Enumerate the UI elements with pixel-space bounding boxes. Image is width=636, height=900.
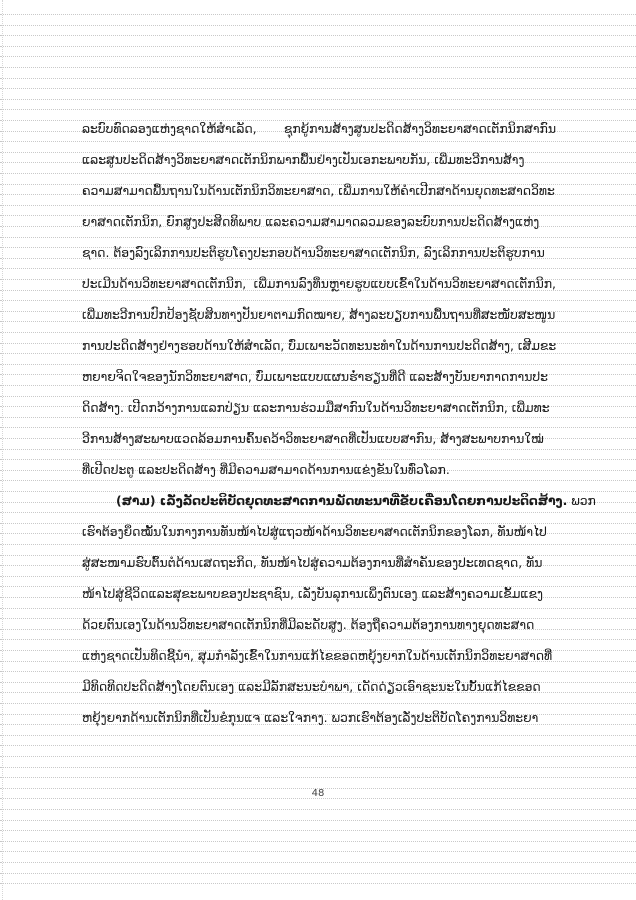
paragraph-line: ລະບົບທົດລອງແຫ່ງຊາດໃຫ້ສຳເລັດ, ຊຸກຍູ້ການສ້າງສູນປະດິດສ້າງວິທະຍາສາດເຕັກນິກສາກົນ	[82, 121, 556, 136]
paragraph-line: ດິດສ້າງ. ເປີດກວ້າງການແລກປ່ຽນ ແລະການຮ່ວມມືສາກົນໃນດ້ານວິທະຍາສາດເຕັກນິກ, ເພີ່ມທະ	[82, 400, 550, 415]
ruled-line	[0, 173, 636, 174]
ruled-line	[0, 703, 636, 704]
ruled-line	[0, 830, 636, 831]
paragraph-line: ມີທິດທິດປະດິດສ້າງໂດຍຕົນເອງ ແລະມີລັກສະນະບຳພາ, ເດັດດ່ຽວເອົາຊະນະໃນບັ້ນແກ້ໄຂຂອດ	[82, 679, 541, 694]
ruled-line	[0, 873, 636, 874]
ruled-line	[0, 512, 636, 513]
ruled-line	[0, 237, 636, 238]
ruled-line	[0, 99, 636, 100]
ruled-line	[0, 639, 636, 640]
ruled-line	[0, 777, 636, 778]
ruled-line	[0, 396, 636, 397]
ruled-line	[0, 883, 636, 884]
ruled-line	[0, 820, 636, 821]
ruled-line	[0, 14, 636, 15]
ruled-line	[0, 88, 636, 89]
ruled-line	[0, 449, 636, 450]
paragraph-line: ການປະດິດສ້າງຢ່າງຮອບດ້ານໃຫ້ສຳເລັດ, ບົ່ມເພາະວັດທະນະທຳໃນດ້ານການປະດິດສ້າງ, ເສີມຂະ	[82, 338, 557, 353]
paragraph-line: ຄວາມສາມາດພື້ນຖານໃນດ້ານເຕັກນິກວິທະຍາສາດ, ເພີ່ມການໃຫ້ຄຳເປີກສາດ້ານຍຸດທະສາດວິທະ	[82, 183, 555, 198]
ruled-line	[0, 417, 636, 418]
ruled-line	[0, 862, 636, 863]
paragraph-line: ຊາດ. ຕ້ອງລົງເລິກການປະຕິຮູບໂຄງປະກອບດ້ານວິທະຍາສາດເຕັກນິກ, ລົງເລິກການປະຕິຮູບການ	[82, 245, 545, 260]
paragraph-line: ຍາສາດເຕັກນິກ, ຍົກສູງປະສິດທິພາບ ແລະຄວາມສາມາດລວມຂອງລະບົບການປະດິດສ້າງແຫ່ງ	[82, 214, 540, 229]
ruled-line	[0, 364, 636, 365]
section-heading-tail: ພວກ	[567, 493, 596, 508]
paragraph-line: ດ້ວຍຕົນເອງໃນດ້ານວິທະຍາສາດເຕັກນິກທີ່ມີລະດັບສູງ. ຕ້ອງຖືຄວາມຕ້ອງການທາງຍຸດທະສາດ	[82, 617, 535, 632]
ruled-line	[0, 35, 636, 36]
ruled-line	[0, 332, 636, 333]
ruled-line	[0, 459, 636, 460]
ruled-line	[0, 46, 636, 47]
ruled-line	[0, 67, 636, 68]
page-number: 48	[311, 788, 325, 799]
ruled-line	[0, 56, 636, 57]
ruled-line	[0, 735, 636, 736]
ruled-line	[0, 78, 636, 79]
ruled-line	[0, 841, 636, 842]
paragraph-line: ທີ່ເປີດປະຕູ ແລະປະດິດສ້າງ ທີ່ມີຄວາມສາມາດດ້ານການແຂ່ງຂັນໃນທົ່ວໂລກ.	[82, 462, 450, 477]
ruled-line	[0, 745, 636, 746]
ruled-line	[0, 767, 636, 768]
paragraph-line: ແຫ່ງຊາດເປັນທິດຊີ້ນຳ, ສຸມກຳລັງເຂົ້າໃນການແກ້ໄຂຂອດຫຍຸ້ງຍາກໃນດ້ານເຕັກນິກວິທະຍາສາດທີ່	[82, 648, 553, 663]
paragraph-line: ສູ່ສະໜາມຮົບຕົ້ນຕໍດ້ານເສດຖະກິດ, ທັນໜ້າໄປສູ່ຄວາມຕ້ອງການທີ່ສຳຄັນຂອງປະເທດຊາດ, ທັນ	[82, 555, 543, 570]
ruled-line	[0, 544, 636, 545]
ruled-line	[0, 608, 636, 609]
ruled-line	[0, 300, 636, 301]
paragraph-line: ຫຍາຍຈິດໃຈຂອງນັກວິທະຍາສາດ, ບົ່ມເພາະແບບແຜນຮໍ່າຮຽນທີ່ດີ ແລະສ້າງບັນຍາກາດການປະ	[82, 369, 548, 384]
section-heading: (ສາມ) ເລັ່ງລັດປະຕິບັດຍຸດທະສາດການພັດທະນາທີ່ຂັບເຄື່ອນໂດຍການປະດິດສ້າງ.	[116, 493, 568, 508]
paragraph-line: ແລະສູນປະດິດສ້າງວິທະຍາສາດເຕັກນິກພາກພື້ນຢ່າງເປັນເອກະພາບກັນ, ເພີ່ມທະວີການສ້າງ	[82, 152, 525, 167]
ruled-line	[0, 268, 636, 269]
left-margin-guide	[2, 0, 3, 900]
section-heading-line	[116, 492, 596, 510]
paragraph-line: ຫຍຸ້ງຍາກດ້ານເຕັກນິກທີ່ເປັນຂໍກຸນແຈ ແລະໃຈກາງ. ພວກເຮົາຕ້ອງເລັ່ງປະຕິບັດໂຄງການວິທະຍາ	[82, 710, 539, 725]
ruled-line	[0, 809, 636, 810]
paragraph-line: ເພີ່ມທະວີການປົກປ້ອງຊັບສິນທາງປັນຍາຕາມກົດໝາຍ, ສ້າງລະບຽບການພື້ນຖານທີ່ສະໜັບສະໜູນ	[82, 307, 556, 322]
paragraph-line: ປະເມີນດ້ານວິທະຍາສາດເຕັກນິກ, ເພີ່ມການລົງທຶນຫຼາຍຮູບແບບເຂົ້າໃນດ້ານວິທະຍາສາດເຕັກນິກ,	[82, 276, 556, 291]
ruled-line	[0, 109, 636, 110]
ruled-line	[0, 851, 636, 852]
ruled-line	[0, 480, 636, 481]
paragraph-line: ເຮົາຕ້ອງຍຶດໝັ້ນໃນກາງການທັນໜ້າໄປສູ່ແຖວໜ້າດ້ານວິທະຍາສາດເຕັກນິກຂອງໂລກ, ທັນໜ້າໄປ	[82, 524, 547, 539]
ruled-line	[0, 576, 636, 577]
ruled-line	[0, 205, 636, 206]
ruled-line	[0, 25, 636, 26]
paragraph-line: ວີການສ້າງສະພາບແວດລ້ອມການຄົ້ນຄວ້າວິທະຍາສາດທີ່ເປັນແບບສາກົນ, ສ້າງສະພາບການໃໝ່	[82, 431, 544, 446]
ruled-line	[0, 427, 636, 428]
ruled-line	[0, 141, 636, 142]
paragraph-line: ໜ້າໄປສູ່ຊີວິດແລະສຸຂະພາບຂອງປະຊາຊົນ, ເລັ່ງບັນລຸການເພິ່ງຕົນເອງ ແລະສ້າງຄວາມເຂັ້ມແຂງ	[82, 586, 544, 601]
ruled-line	[0, 671, 636, 672]
ruled-line	[0, 756, 636, 757]
